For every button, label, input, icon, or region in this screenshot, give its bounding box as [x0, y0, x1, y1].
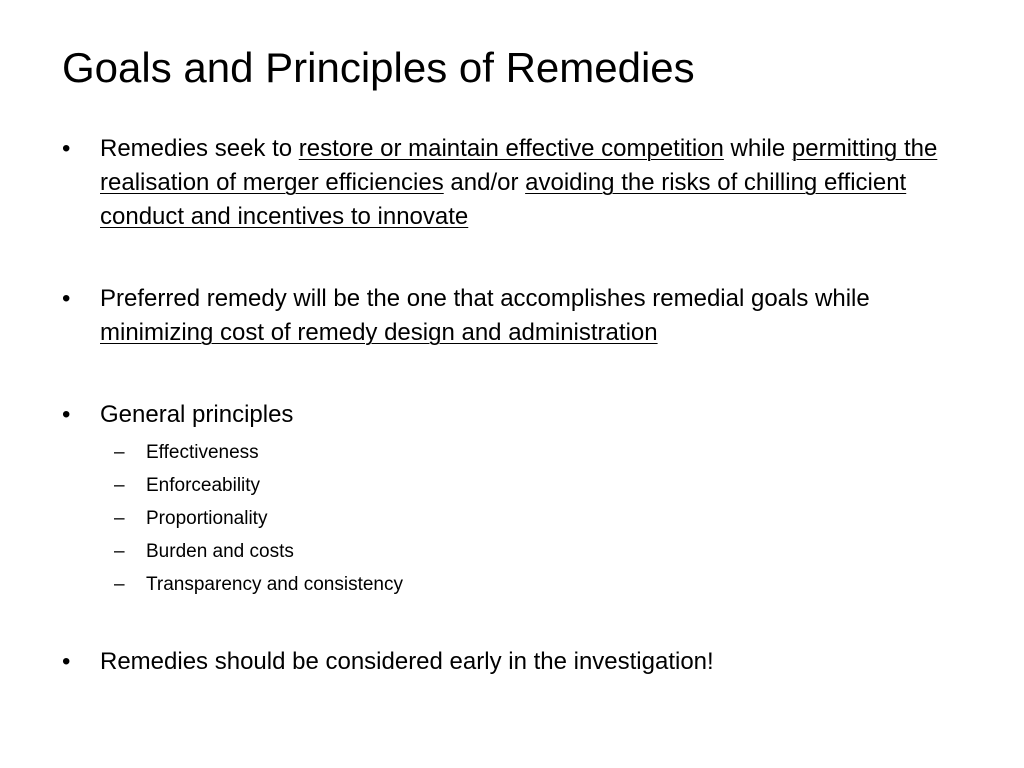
sub-item-text: Proportionality [146, 508, 268, 529]
underlined-phrase-minimizing-cost: minimizing cost of remedy design and administration [100, 319, 658, 346]
text-segment: Preferred remedy will be the one that accomplishes remedial goals while [100, 285, 870, 312]
sub-item-text: Enforceability [146, 475, 261, 496]
bullet-text [100, 132, 960, 234]
slide-title: Goals and Principles of Remedies [62, 44, 695, 91]
sub-item-text: Burden and costs [146, 541, 294, 562]
bullet-text: General principles [100, 401, 294, 428]
bullet-marker: • [62, 648, 71, 675]
bullet-restore-competition [62, 132, 962, 242]
text-segment: while [723, 135, 792, 162]
text-segment: Remedies seek to [100, 135, 299, 162]
dash-marker: – [114, 442, 125, 463]
dash-marker: – [114, 574, 125, 595]
dash-marker: – [114, 508, 125, 529]
bullet-preferred-remedy [62, 282, 962, 358]
sub-item-text: Transparency and consistency [146, 574, 403, 595]
bullet-marker: • [62, 285, 71, 312]
sub-item-text: Effectiveness [146, 442, 259, 463]
underlined-phrase-chilling-risks: avoiding the risks of chilling efficient conduct and incentives to innovate [100, 169, 907, 230]
bullet-general-principles [62, 398, 962, 434]
bullet-early-consideration [62, 645, 962, 681]
bullet-text: Remedies should be considered early in the investigation! [100, 648, 714, 675]
underlined-phrase-merger-efficiencies: permitting the realisation of merger efficiencies [100, 135, 938, 196]
dash-marker: – [114, 475, 125, 496]
bullet-marker: • [62, 135, 71, 162]
underlined-phrase-restore-competition: restore or maintain effective competition [298, 135, 724, 162]
bullet-marker: • [62, 401, 71, 428]
bullet-text [100, 282, 960, 350]
text-segment: and/or [443, 169, 526, 196]
dash-marker: – [114, 541, 125, 562]
